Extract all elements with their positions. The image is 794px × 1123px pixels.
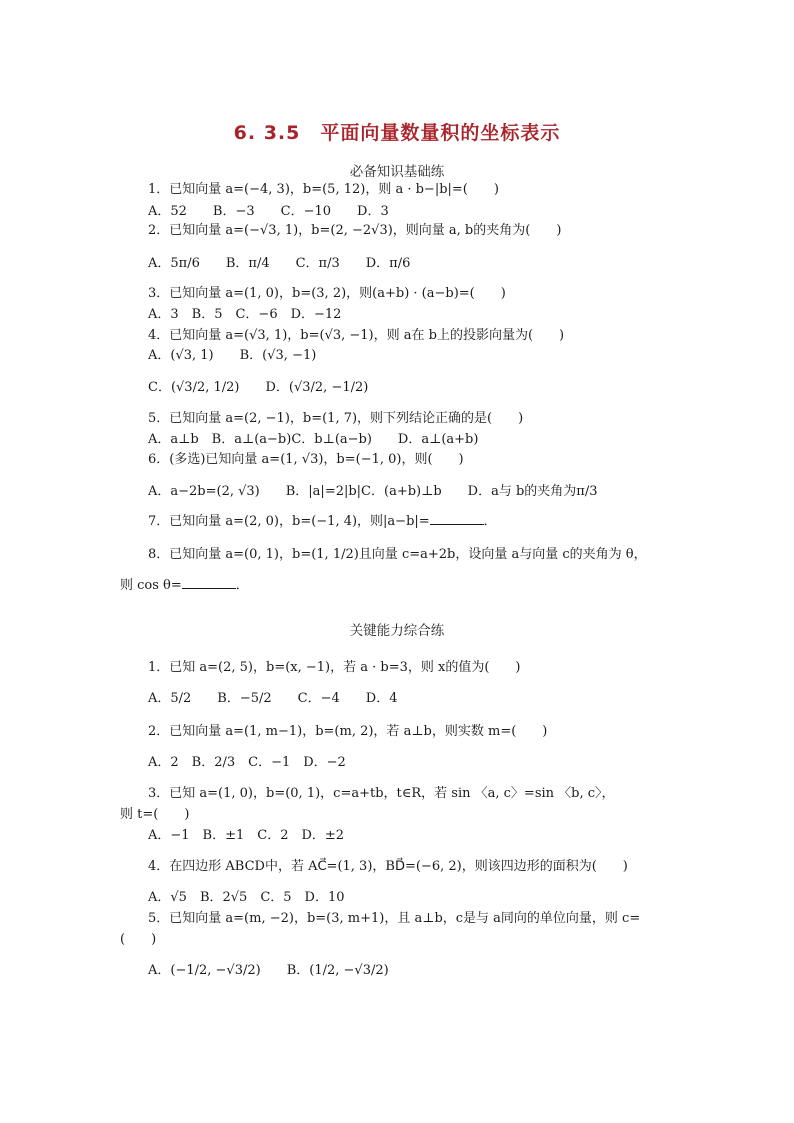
section-heading-basic: 必备知识基础练 xyxy=(349,164,445,180)
advanced-question-3-options: A．−1 B．±1 C．2 D．±2 xyxy=(148,828,345,843)
question-4-options-cd: C．(√3/2, 1/2) D．(√3/2, −1/2) xyxy=(148,380,369,395)
question-4-options-ab: A．(√3, 1) B．(√3, −1) xyxy=(148,348,317,363)
question-5-options: A．a⊥b B．a⊥(a−b)C．b⊥(a−b) D．a⊥(a+b) xyxy=(148,432,479,447)
advanced-question-3: 3．已知 a=(1, 0)，b=(0, 1)，c=a+tb，t∈R，若 sin 〈a, c〉=sin 〈b, c〉， xyxy=(148,786,615,801)
advanced-question-2-options: A．2 B．2/3 C．−1 D．−2 xyxy=(148,755,346,770)
question-3: 3．已知向量 a=(1, 0)，b=(3, 2)，则(a+b) · (a−b)=( ) xyxy=(148,286,506,301)
question-3-options: A．3 B．5 C．−6 D．−12 xyxy=(148,307,342,322)
advanced-question-2: 2．已知向量 a=(1, m−1)，b=(m, 2)，若 a⊥b，则实数 m=( ) xyxy=(148,724,548,739)
advanced-question-4: 4．在四边形 ABCD中，若 AC⃗=(1, 3)，BD⃗=(−6, 2)，则该四边形的面积为( ) xyxy=(148,859,628,874)
section-heading-advanced: 关键能力综合练 xyxy=(349,623,445,639)
question-5: 5．已知向量 a=(2, −1)，b=(1, 7)，则下列结论正确的是( ) xyxy=(148,411,524,426)
question-7 xyxy=(148,513,497,531)
question-1: 1．已知向量 a=(−4, 3)，b=(5, 12)，则 a · b−|b|=( ) xyxy=(148,182,499,197)
question-7-text: 7．已知向量 a=(2, 0)，b=(−1, 4)，则|a−b|= xyxy=(148,514,430,529)
advanced-question-5-continued: ( ) xyxy=(120,932,157,947)
advanced-question-1-options: A．5/2 B．−5/2 C．−4 D．4 xyxy=(148,691,398,706)
question-7-blank[interactable] xyxy=(430,524,484,525)
advanced-question-5-options: A．(−1/2, −√3/2) B．(1/2, −√3/2) xyxy=(148,963,389,978)
advanced-question-5: 5．已知向量 a=(m, −2)，b=(3, m+1)，且 a⊥b，c是与 a同向的单位向量，则 c= xyxy=(148,911,641,926)
question-8: 8．已知向量 a=(0, 1)，b=(1, 1/2)且向量 c=a+2b，设向量 a与向量 c的夹角为 θ， xyxy=(148,547,647,562)
question-2-options: A．5π/6 B．π/4 C．π/3 D．π/6 xyxy=(148,256,411,271)
question-8-continued xyxy=(120,577,249,595)
question-7-period: ． xyxy=(483,514,497,529)
advanced-question-1: 1．已知 a=(2, 5)，b=(x, −1)，若 a · b=3，则 x的值为( ) xyxy=(148,660,521,675)
question-6-options: A．a−2b=(2, √3) B．|a|=2|b|C．(a+b)⊥b D．a与 b的夹角为π/3 xyxy=(148,484,598,499)
question-8-cos-text: 则 cos θ= xyxy=(120,578,182,593)
question-4: 4．已知向量 a=(√3, 1)，b=(√3, −1)，则 a在 b上的投影向量为( ) xyxy=(148,328,565,343)
question-1-options: A．52 B．−3 C．−10 D．3 xyxy=(148,204,389,219)
advanced-question-3-continued: 则 t=( ) xyxy=(120,807,190,822)
advanced-question-4-options: A．√5 B．2√5 C．5 D．10 xyxy=(148,890,345,905)
page-title: 6. 3.5 平面向量数量积的坐标表示 xyxy=(233,122,561,144)
question-2: 2．已知向量 a=(−√3, 1)，b=(2, −2√3)，则向量 a, b的夹角为( ) xyxy=(148,223,562,238)
question-8-period: ． xyxy=(235,578,249,593)
question-8-blank[interactable] xyxy=(182,588,236,589)
question-6: 6．(多选)已知向量 a=(1, √3)，b=(−1, 0)，则( ) xyxy=(148,452,464,467)
